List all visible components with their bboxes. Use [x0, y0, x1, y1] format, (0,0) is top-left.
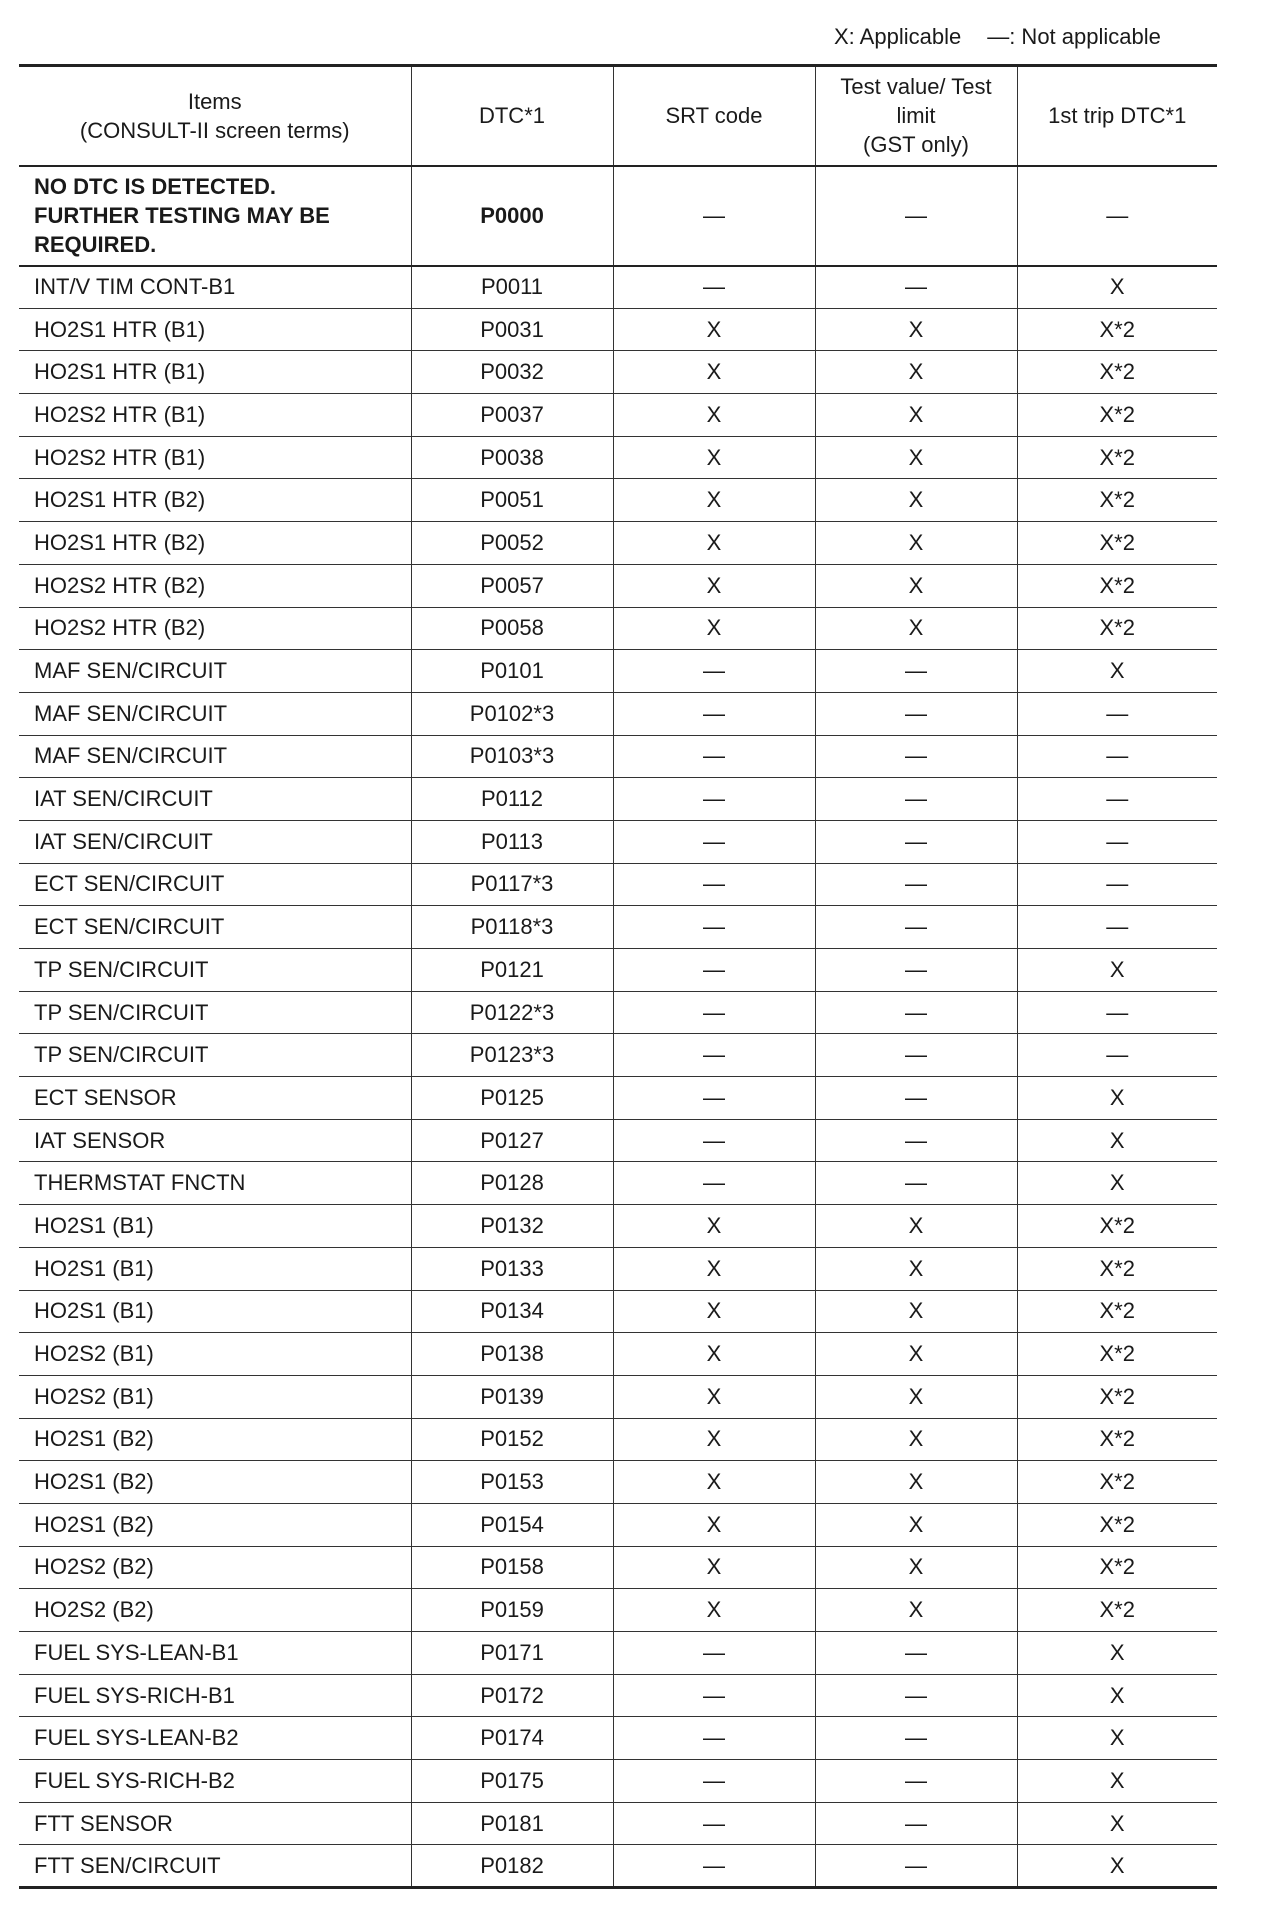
- table-row: [19, 1546, 1217, 1589]
- test-value-cell: X: [815, 479, 1017, 522]
- header-items-line1: Items: [187, 88, 242, 114]
- dtc-cell: P0182: [411, 1845, 613, 1888]
- dtc-cell: P0057: [411, 564, 613, 607]
- first-trip-cell: X: [1017, 1802, 1217, 1845]
- first-trip-cell: —: [1017, 906, 1217, 949]
- first-trip-cell: X*2: [1017, 1461, 1217, 1504]
- first-trip-cell: X*2: [1017, 564, 1217, 607]
- srt-cell: —: [613, 735, 815, 778]
- srt-cell: —: [613, 692, 815, 735]
- item-cell: FUEL SYS-RICH-B2: [19, 1760, 411, 1803]
- table-row: [19, 1247, 1217, 1290]
- first-trip-cell: X: [1017, 1674, 1217, 1717]
- first-trip-cell: X: [1017, 650, 1217, 693]
- first-trip-cell: X*2: [1017, 1333, 1217, 1376]
- dtc-cell: P0032: [411, 351, 613, 394]
- srt-cell: —: [613, 1162, 815, 1205]
- header-items-line2: (CONSULT-II screen terms): [79, 117, 350, 143]
- test-value-cell: X: [815, 436, 1017, 479]
- item-cell: ECT SENSOR: [19, 1077, 411, 1120]
- srt-cell: —: [613, 1034, 815, 1077]
- srt-cell: X: [613, 1375, 815, 1418]
- item-cell: TP SEN/CIRCUIT: [19, 1034, 411, 1077]
- item-cell: HO2S1 (B1): [19, 1205, 411, 1248]
- test-value-cell: X: [815, 1333, 1017, 1376]
- first-trip-cell: —: [1017, 1034, 1217, 1077]
- item-cell: MAF SEN/CIRCUIT: [19, 650, 411, 693]
- first-trip-cell: —: [1017, 991, 1217, 1034]
- dtc-cell: P0154: [411, 1503, 613, 1546]
- dtc-cell: P0051: [411, 479, 613, 522]
- srt-cell: X: [613, 1247, 815, 1290]
- item-cell: HO2S1 (B2): [19, 1418, 411, 1461]
- dtc-cell: P0113: [411, 820, 613, 863]
- dtc-cell: P0118*3: [411, 906, 613, 949]
- dtc-cell: P0038: [411, 436, 613, 479]
- srt-cell: —: [613, 778, 815, 821]
- first-trip-cell: X: [1017, 949, 1217, 992]
- srt-cell: —: [613, 1674, 815, 1717]
- srt-cell: —: [613, 1119, 815, 1162]
- test-value-cell: —: [815, 820, 1017, 863]
- first-trip-cell: X*2: [1017, 1375, 1217, 1418]
- table-row: [19, 394, 1217, 437]
- table-row: [19, 1674, 1217, 1717]
- dtc-cell: P0117*3: [411, 863, 613, 906]
- srt-cell: X: [613, 394, 815, 437]
- item-cell: HO2S1 HTR (B1): [19, 308, 411, 351]
- srt-cell: X: [613, 1418, 815, 1461]
- dtc-cell: P0134: [411, 1290, 613, 1333]
- header-test-line2: limit: [896, 103, 936, 129]
- item-cell: IAT SEN/CIRCUIT: [19, 820, 411, 863]
- first-trip-cell: X: [1017, 1077, 1217, 1120]
- dtc-cell: P0101: [411, 650, 613, 693]
- dtc-cell: P0011: [411, 266, 613, 309]
- table-row: [19, 308, 1217, 351]
- first-trip-cell: —: [1017, 166, 1217, 266]
- table-row: [19, 522, 1217, 565]
- first-trip-cell: X*2: [1017, 308, 1217, 351]
- table-row: [19, 906, 1217, 949]
- first-trip-cell: X*2: [1017, 1589, 1217, 1632]
- item-cell: HO2S1 (B1): [19, 1247, 411, 1290]
- test-value-cell: —: [815, 1717, 1017, 1760]
- first-trip-cell: X: [1017, 1760, 1217, 1803]
- srt-cell: —: [613, 820, 815, 863]
- dtc-table: [19, 64, 1217, 1889]
- item-cell: HO2S2 (B2): [19, 1546, 411, 1589]
- header-test-line3: (GST only): [863, 132, 969, 158]
- srt-cell: —: [613, 650, 815, 693]
- srt-cell: X: [613, 564, 815, 607]
- table-row: [19, 1077, 1217, 1120]
- table-row: [19, 820, 1217, 863]
- test-value-cell: —: [815, 1802, 1017, 1845]
- srt-cell: —: [613, 1760, 815, 1803]
- test-value-cell: —: [815, 1034, 1017, 1077]
- srt-cell: —: [613, 266, 815, 309]
- dtc-cell: P0132: [411, 1205, 613, 1248]
- first-trip-cell: X*2: [1017, 522, 1217, 565]
- header-items: [19, 66, 411, 166]
- test-value-cell: —: [815, 1674, 1017, 1717]
- dtc-cell: P0125: [411, 1077, 613, 1120]
- item-cell: INT/V TIM CONT-B1: [19, 266, 411, 309]
- dtc-cell: P0031: [411, 308, 613, 351]
- dtc-cell: P0171: [411, 1632, 613, 1675]
- dtc-cell: P0153: [411, 1461, 613, 1504]
- first-trip-cell: X*2: [1017, 1546, 1217, 1589]
- dtc-cell: P0172: [411, 1674, 613, 1717]
- test-value-cell: —: [815, 166, 1017, 266]
- dtc-cell: P0158: [411, 1546, 613, 1589]
- table-row: [19, 1845, 1217, 1888]
- item-cell: HO2S2 HTR (B1): [19, 436, 411, 479]
- item-cell: NO DTC IS DETECTED. FURTHER TESTING MAY BE REQUIRED.: [19, 166, 411, 266]
- first-trip-cell: —: [1017, 820, 1217, 863]
- dtc-cell: P0052: [411, 522, 613, 565]
- first-trip-cell: X: [1017, 1119, 1217, 1162]
- header-test-value: [815, 66, 1017, 166]
- table-row: [19, 607, 1217, 650]
- srt-cell: X: [613, 479, 815, 522]
- test-value-cell: —: [815, 778, 1017, 821]
- dtc-cell: P0133: [411, 1247, 613, 1290]
- test-value-cell: X: [815, 1589, 1017, 1632]
- srt-cell: —: [613, 166, 815, 266]
- srt-cell: —: [613, 949, 815, 992]
- srt-cell: —: [613, 906, 815, 949]
- table-row: [19, 1632, 1217, 1675]
- srt-cell: X: [613, 1589, 815, 1632]
- dtc-cell: P0174: [411, 1717, 613, 1760]
- test-value-cell: X: [815, 1461, 1017, 1504]
- first-trip-cell: X*2: [1017, 1418, 1217, 1461]
- first-trip-cell: X*2: [1017, 1503, 1217, 1546]
- item-cell: HO2S1 (B1): [19, 1290, 411, 1333]
- table-row: [19, 692, 1217, 735]
- first-trip-cell: X*2: [1017, 394, 1217, 437]
- first-trip-cell: X*2: [1017, 1247, 1217, 1290]
- test-value-cell: X: [815, 564, 1017, 607]
- dtc-cell: P0058: [411, 607, 613, 650]
- dtc-cell: P0000: [411, 166, 613, 266]
- srt-cell: —: [613, 1632, 815, 1675]
- table-row: [19, 1333, 1217, 1376]
- srt-cell: X: [613, 1205, 815, 1248]
- item-cell: HO2S2 HTR (B1): [19, 394, 411, 437]
- dtc-cell: P0123*3: [411, 1034, 613, 1077]
- table-row: [19, 166, 1217, 266]
- test-value-cell: —: [815, 650, 1017, 693]
- table-row: [19, 1802, 1217, 1845]
- table-row: [19, 1290, 1217, 1333]
- table-row: [19, 991, 1217, 1034]
- first-trip-cell: X: [1017, 1845, 1217, 1888]
- srt-cell: X: [613, 308, 815, 351]
- first-trip-cell: X: [1017, 1632, 1217, 1675]
- table-row: [19, 564, 1217, 607]
- item-cell: HO2S2 HTR (B2): [19, 564, 411, 607]
- test-value-cell: —: [815, 1632, 1017, 1675]
- test-value-cell: X: [815, 1375, 1017, 1418]
- test-value-cell: —: [815, 863, 1017, 906]
- dtc-cell: P0103*3: [411, 735, 613, 778]
- test-value-cell: X: [815, 1205, 1017, 1248]
- first-trip-cell: —: [1017, 735, 1217, 778]
- test-value-cell: X: [815, 1546, 1017, 1589]
- dtc-cell: P0122*3: [411, 991, 613, 1034]
- test-value-cell: X: [815, 394, 1017, 437]
- first-trip-cell: X*2: [1017, 607, 1217, 650]
- srt-cell: X: [613, 351, 815, 394]
- test-value-cell: X: [815, 308, 1017, 351]
- dtc-cell: P0128: [411, 1162, 613, 1205]
- item-cell: HO2S2 HTR (B2): [19, 607, 411, 650]
- first-trip-cell: X: [1017, 1717, 1217, 1760]
- legend: [834, 24, 1161, 50]
- test-value-cell: —: [815, 692, 1017, 735]
- item-cell: IAT SEN/CIRCUIT: [19, 778, 411, 821]
- test-value-cell: X: [815, 1247, 1017, 1290]
- srt-cell: X: [613, 607, 815, 650]
- test-value-cell: —: [815, 1845, 1017, 1888]
- test-value-cell: X: [815, 1503, 1017, 1546]
- srt-cell: —: [613, 991, 815, 1034]
- table-row: [19, 266, 1217, 309]
- test-value-cell: —: [815, 906, 1017, 949]
- test-value-cell: X: [815, 1290, 1017, 1333]
- table-row: [19, 1717, 1217, 1760]
- srt-cell: —: [613, 1845, 815, 1888]
- dtc-cell: P0102*3: [411, 692, 613, 735]
- item-cell: HO2S2 (B1): [19, 1375, 411, 1418]
- item-cell: HO2S1 HTR (B2): [19, 522, 411, 565]
- first-trip-cell: X*2: [1017, 1290, 1217, 1333]
- header-test-line1: Test value/ Test: [840, 74, 992, 100]
- item-cell: THERMSTAT FNCTN: [19, 1162, 411, 1205]
- dtc-cell: P0181: [411, 1802, 613, 1845]
- test-value-cell: —: [815, 949, 1017, 992]
- item-cell: FUEL SYS-LEAN-B1: [19, 1632, 411, 1675]
- table-row: [19, 1760, 1217, 1803]
- test-value-cell: —: [815, 1119, 1017, 1162]
- legend-applicable: X: Applicable: [834, 24, 962, 49]
- srt-cell: X: [613, 1546, 815, 1589]
- srt-cell: —: [613, 1802, 815, 1845]
- table-row: [19, 1375, 1217, 1418]
- test-value-cell: —: [815, 735, 1017, 778]
- dtc-cell: P0138: [411, 1333, 613, 1376]
- table-row: [19, 1162, 1217, 1205]
- srt-cell: —: [613, 1077, 815, 1120]
- srt-cell: X: [613, 1461, 815, 1504]
- table-row: [19, 735, 1217, 778]
- table-row: [19, 1589, 1217, 1632]
- item-cell: MAF SEN/CIRCUIT: [19, 735, 411, 778]
- first-trip-cell: X*2: [1017, 351, 1217, 394]
- first-trip-cell: —: [1017, 692, 1217, 735]
- test-value-cell: X: [815, 607, 1017, 650]
- srt-cell: —: [613, 1717, 815, 1760]
- dtc-cell: P0112: [411, 778, 613, 821]
- item-cell: HO2S1 (B2): [19, 1503, 411, 1546]
- dtc-cell: P0139: [411, 1375, 613, 1418]
- item-cell: HO2S1 HTR (B1): [19, 351, 411, 394]
- srt-cell: X: [613, 436, 815, 479]
- item-cell: FUEL SYS-LEAN-B2: [19, 1717, 411, 1760]
- item-cell: HO2S1 (B2): [19, 1461, 411, 1504]
- test-value-cell: X: [815, 351, 1017, 394]
- first-trip-cell: X*2: [1017, 1205, 1217, 1248]
- item-cell: IAT SENSOR: [19, 1119, 411, 1162]
- test-value-cell: —: [815, 1077, 1017, 1120]
- srt-cell: —: [613, 863, 815, 906]
- first-trip-cell: —: [1017, 778, 1217, 821]
- first-trip-cell: X: [1017, 266, 1217, 309]
- dtc-cell: P0175: [411, 1760, 613, 1803]
- test-value-cell: —: [815, 1162, 1017, 1205]
- table-row: [19, 436, 1217, 479]
- test-value-cell: —: [815, 991, 1017, 1034]
- item-cell: HO2S1 HTR (B2): [19, 479, 411, 522]
- item-cell: FTT SEN/CIRCUIT: [19, 1845, 411, 1888]
- test-value-cell: X: [815, 1418, 1017, 1461]
- item-cell: HO2S2 (B2): [19, 1589, 411, 1632]
- table-header-row: [19, 66, 1217, 166]
- srt-cell: X: [613, 1333, 815, 1376]
- first-trip-cell: X*2: [1017, 436, 1217, 479]
- item-cell: TP SEN/CIRCUIT: [19, 991, 411, 1034]
- table-row: [19, 1503, 1217, 1546]
- first-trip-cell: X*2: [1017, 479, 1217, 522]
- test-value-cell: —: [815, 266, 1017, 309]
- dtc-cell: P0152: [411, 1418, 613, 1461]
- table-row: [19, 1461, 1217, 1504]
- legend-not-applicable: —: Not applicable: [987, 24, 1161, 49]
- table-row: [19, 949, 1217, 992]
- dtc-cell: P0127: [411, 1119, 613, 1162]
- first-trip-cell: X: [1017, 1162, 1217, 1205]
- table-body: [19, 166, 1217, 1888]
- table-row: [19, 479, 1217, 522]
- table-row: [19, 1034, 1217, 1077]
- item-cell: MAF SEN/CIRCUIT: [19, 692, 411, 735]
- item-cell: FUEL SYS-RICH-B1: [19, 1674, 411, 1717]
- dtc-cell: P0121: [411, 949, 613, 992]
- srt-cell: X: [613, 1503, 815, 1546]
- item-cell: ECT SEN/CIRCUIT: [19, 863, 411, 906]
- table-row: [19, 1418, 1217, 1461]
- table-row: [19, 778, 1217, 821]
- header-srt-code: SRT code: [613, 66, 815, 166]
- item-cell: TP SEN/CIRCUIT: [19, 949, 411, 992]
- table-row: [19, 1205, 1217, 1248]
- table-row: [19, 650, 1217, 693]
- item-cell: FTT SENSOR: [19, 1802, 411, 1845]
- item-cell: HO2S2 (B1): [19, 1333, 411, 1376]
- item-cell: ECT SEN/CIRCUIT: [19, 906, 411, 949]
- table-row: [19, 1119, 1217, 1162]
- header-dtc: DTC*1: [411, 66, 613, 166]
- test-value-cell: —: [815, 1760, 1017, 1803]
- dtc-cell: P0159: [411, 1589, 613, 1632]
- dtc-cell: P0037: [411, 394, 613, 437]
- table-row: [19, 863, 1217, 906]
- srt-cell: X: [613, 1290, 815, 1333]
- srt-cell: X: [613, 522, 815, 565]
- header-first-trip-dtc: 1st trip DTC*1: [1017, 66, 1217, 166]
- test-value-cell: X: [815, 522, 1017, 565]
- first-trip-cell: —: [1017, 863, 1217, 906]
- table-row: [19, 351, 1217, 394]
